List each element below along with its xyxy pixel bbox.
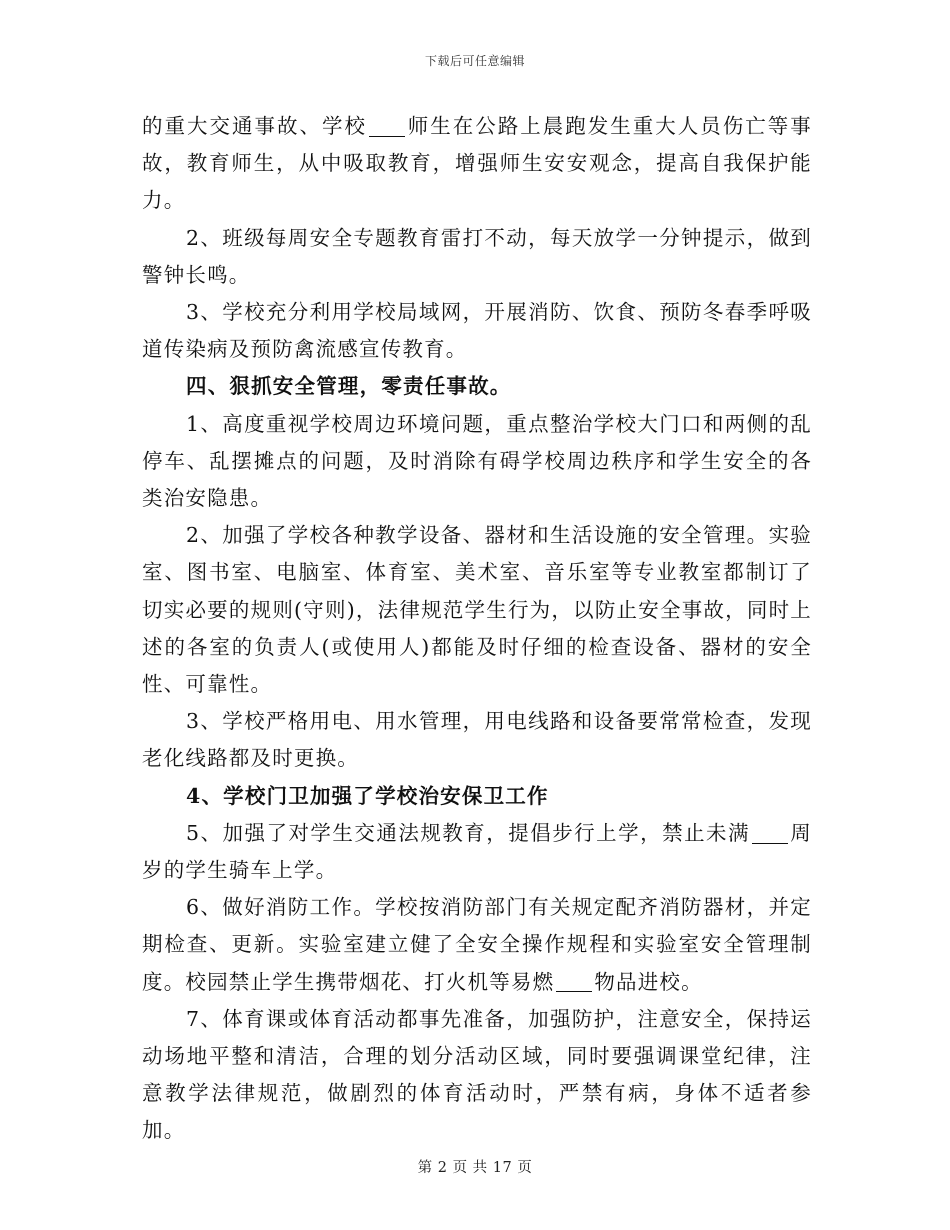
page-number: 第 2 页 共 17 页 bbox=[417, 1160, 533, 1176]
paragraph-text: 6、做好消防工作。学校按消防部门有关规定配齐消防器材，并定期检查、更新。实验室建立健了全安全操作规程和实验室安全管理制度。校园禁止学生携带烟花、打火机等易燃 bbox=[142, 895, 812, 994]
header-note: 下载后可任意编辑 bbox=[424, 54, 525, 68]
paragraph-equipment: 2、加强了学校各种教学设备、器材和生活设施的安全管理。实验室、图书室、电脑室、体育室、美术室、音乐室等专业教室都制订了切实必要的规则(守则)，法律规范学生行为，以防止安全事故，同时上述的各室的负责人(或使用人)都能及时仔细的检查设备、器材的安全性、可靠性。 bbox=[142, 523, 812, 697]
paragraph-pe-safety: 7、体育课或体育活动都事先准备，加强防护，注意安全，保持运动场地平整和清洁，合理的划分活动区域，同时要强调课堂纪律，注意教学法律规范，做剧烈的体育活动时，严禁有病，身体不适者参加。 bbox=[142, 1006, 812, 1143]
paragraph-traffic-rules bbox=[142, 815, 812, 889]
fill-in-blank bbox=[556, 971, 592, 993]
paragraph-electricity-water: 3、学校严格用电、用水管理，用电线路和设备要常常检查，发现老化线路都及时更换。 bbox=[142, 709, 812, 771]
paragraph-text: 的重大交通事故、学校 bbox=[142, 114, 367, 138]
paragraph-lan-education: 3、学校充分利用学校局域网，开展消防、饮食、预防冬春季呼吸道传染病及预防禽流感宣传教育。 bbox=[142, 300, 812, 362]
paragraph-accident-education bbox=[142, 108, 812, 220]
document-body bbox=[142, 108, 812, 1150]
fill-in-blank bbox=[752, 822, 788, 844]
subheading-guard: 4、学校门卫加强了学校治安保卫工作 bbox=[186, 783, 549, 808]
section-heading-safety-management: 四、狠抓安全管理，零责任事故。 bbox=[186, 374, 512, 399]
paragraph-text: 物品进校。 bbox=[594, 969, 703, 994]
paragraph-text: 5、加强了对学生交通法规教育，提倡步行上学，禁止未满 bbox=[186, 820, 751, 845]
paragraph-text: 师生在公路上晨跑发生重大人员伤亡等事故，教育师生，从中吸取教育，增强师生安安观念，提高自我保护能力。 bbox=[142, 114, 812, 213]
fill-in-blank bbox=[369, 115, 405, 137]
paragraph-text: 周岁的学生骑车上学。 bbox=[142, 820, 812, 883]
paragraph-fire-safety bbox=[142, 889, 812, 1001]
paragraph-surroundings: 1、高度重视学校周边环境问题，重点整治学校大门口和两侧的乱停车、乱摆摊点的问题，及时消除有碍学校周边秩序和学生安全的各类治安隐患。 bbox=[142, 411, 812, 511]
paragraph-weekly-safety: 2、班级每周安全专题教育雷打不动，每天放学一分钟提示，做到警钟长鸣。 bbox=[142, 225, 812, 287]
